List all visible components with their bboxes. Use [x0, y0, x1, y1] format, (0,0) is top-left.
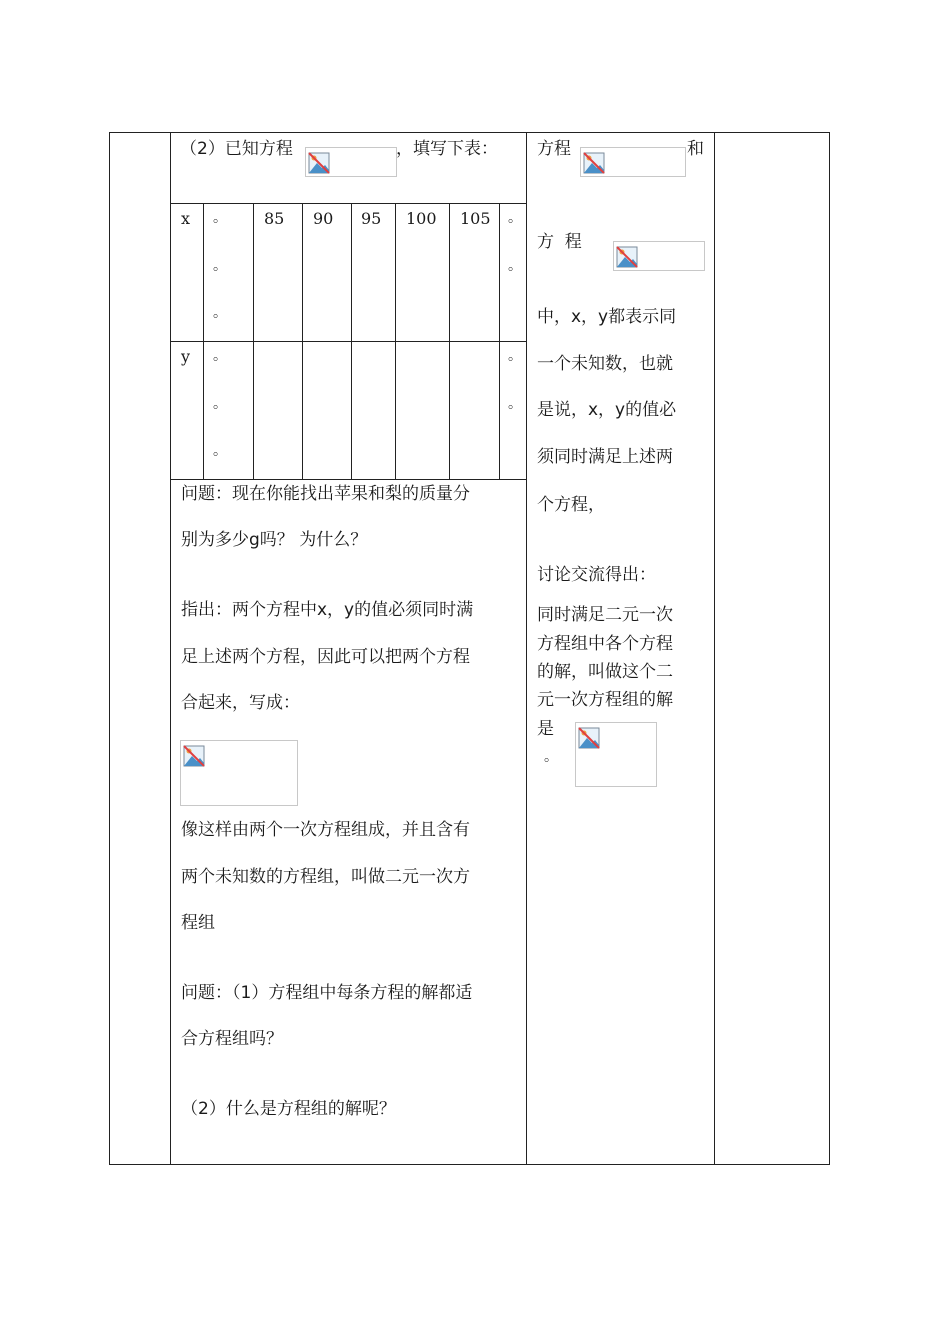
point-line-1: 指出：两个方程中x，y的值必须同时满: [181, 600, 474, 620]
note-line-2: 一个未知数，也就: [537, 354, 673, 374]
solution-image: [575, 722, 657, 787]
q2-suffix: ，填写下表：: [396, 139, 498, 159]
column-divider-1: [170, 132, 171, 1165]
column-divider-3: [714, 132, 715, 1165]
table-top-border: [109, 132, 830, 133]
vt-col-3: [302, 203, 303, 479]
table-right-border: [829, 132, 830, 1165]
value-table-top: [170, 203, 526, 204]
conclusion-line-1: 同时满足二元一次: [537, 605, 673, 625]
definition-line-2: 两个未知数的方程组，叫做二元一次方: [181, 867, 470, 887]
row-label-y: y: [181, 347, 191, 366]
x-value-cell: 85: [264, 209, 285, 228]
question-3: （2）什么是方程组的解呢？: [181, 1099, 396, 1119]
x-value-cell: 90: [313, 209, 334, 228]
vt-col-7: [499, 203, 500, 479]
ellipsis-dot: 。: [213, 258, 227, 274]
ellipsis-dot: 。: [508, 396, 522, 412]
ellipsis-dot: 。: [508, 210, 522, 226]
question-2-line-1: 问题：（1）方程组中每条方程的解都适: [181, 983, 473, 1003]
vt-col-5: [395, 203, 396, 479]
vt-col-2: [253, 203, 254, 479]
note-line-3: 是说，x，y的值必: [537, 400, 677, 420]
ellipsis-dot: 。: [213, 210, 227, 226]
definition-line-1: 像这样由两个一次方程组成，并且含有: [181, 820, 470, 840]
point-line-3: 合起来，写成：: [181, 693, 300, 713]
eq1-prefix: 方程: [537, 139, 571, 159]
column-divider-2: [526, 132, 527, 1165]
conclusion-dot: 。: [544, 749, 558, 765]
vt-col-4: [351, 203, 352, 479]
ellipsis-dot: 。: [508, 258, 522, 274]
equation-image: [305, 147, 397, 177]
broken-image-icon: [183, 745, 205, 767]
ellipsis-dot: 。: [508, 348, 522, 364]
equation-1-image: [580, 147, 686, 177]
broken-image-icon: [616, 246, 638, 268]
definition-line-3: 程组: [181, 913, 215, 933]
question-1-line-1: 问题：现在你能找出苹果和梨的质量分: [181, 484, 470, 504]
conclusion-line-2: 方程组中各个方程: [537, 634, 673, 654]
point-line-2: 足上述两个方程，因此可以把两个方程: [181, 647, 470, 667]
table-left-border: [109, 132, 110, 1165]
ellipsis-dot: 。: [213, 443, 227, 459]
vt-col-6: [449, 203, 450, 479]
equation-2-image: [613, 241, 705, 271]
vt-col-1: [203, 203, 204, 479]
question-2-line-2: 合方程组吗？: [181, 1029, 283, 1049]
row-label-x: x: [181, 209, 191, 228]
conclusion-line-3: 的解，叫做这个二: [537, 662, 673, 682]
eq1-suffix: 和: [687, 139, 704, 159]
note-line-4: 须同时满足上述两: [537, 447, 673, 467]
conclusion-line-4: 元一次方程组的解: [537, 690, 673, 710]
eq2-prefix: 方 程: [537, 232, 582, 252]
table-bottom-border: [109, 1164, 830, 1165]
question-1-line-2: 别为多少g吗？ 为什么？: [181, 530, 368, 550]
note-line-1: 中，x，y都表示同: [537, 307, 677, 327]
equation-system-image: [180, 740, 298, 806]
x-value-cell: 100: [406, 209, 437, 228]
broken-image-icon: [583, 152, 605, 174]
x-value-cell: 95: [361, 209, 382, 228]
conclusion-line-5: 是: [537, 719, 554, 739]
x-value-cell: 105: [460, 209, 491, 228]
value-table-mid: [170, 341, 526, 342]
ellipsis-dot: 。: [213, 348, 227, 364]
q2-prefix: （2）已知方程: [180, 139, 293, 159]
ellipsis-dot: 。: [213, 305, 227, 321]
broken-image-icon: [578, 727, 600, 749]
value-table-bottom: [170, 479, 526, 480]
note-line-5: 个方程，: [537, 495, 605, 515]
ellipsis-dot: 。: [213, 396, 227, 412]
discuss-heading: 讨论交流得出：: [537, 565, 656, 585]
broken-image-icon: [308, 152, 330, 174]
